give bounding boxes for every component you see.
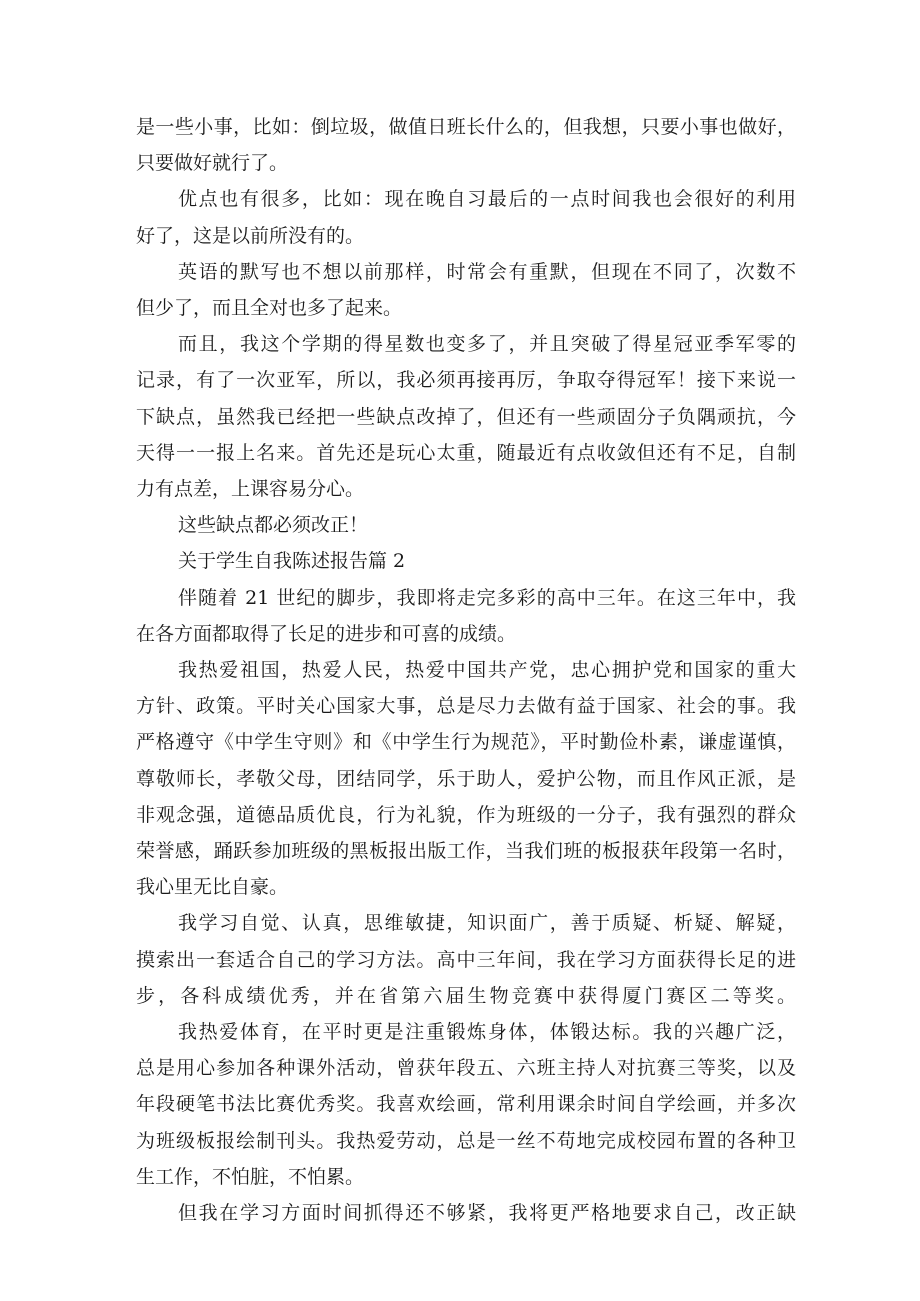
text-line: 是一些小事，比如：倒垃圾，做值日班长什么的，但我想，只要小事也做好， — [136, 116, 796, 138]
text-line: 好了，这是以前所没有的。 — [136, 224, 365, 247]
text-line: 在各方面都取得了长足的进步和可喜的成绩。 — [136, 622, 517, 645]
text-line: 为班级板报绘制刊头。我热爱劳动，总是一丝不苟地完成校园布置的各种卫 — [136, 1129, 796, 1152]
text-line: 但少了，而且全对也多了起来。 — [136, 297, 403, 319]
text-line: 方针、政策。平时关心国家大事，总是尽力去做有益于国家、社会的事。我 — [136, 695, 796, 718]
text-line: 尊敬师长，孝敬父母，团结同学，乐于助人，爱护公物，而且作风正派，是 — [136, 767, 796, 790]
text-line: 但我在学习方面时间抓得还不够紧，我将更严格地要求自己，改正缺 — [178, 1202, 796, 1224]
text-line: 力有点差，上课容易分心。 — [136, 478, 365, 500]
text-line: 荣誉感，踊跃参加班级的黑板报出版工作，当我们班的板报获年段第一名时， — [136, 840, 796, 862]
text-line: 而且，我这个学期的得星数也变多了，并且突破了得星冠亚季军零的 — [178, 333, 796, 356]
text-line: 记录，有了一次亚军，所以，我必须再接再厉，争取夺得冠军！接下来说一 — [136, 369, 796, 392]
text-line: 伴随着 21 世纪的脚步，我即将走完多彩的高中三年。在这三年中，我 — [178, 586, 796, 609]
text-line: 非观念强，道德品质优良，行为礼貌，作为班级的一分子，我有强烈的群众 — [136, 803, 796, 826]
text-line: 我心里无比自豪。 — [136, 876, 289, 899]
text-line: 步，各科成绩优秀，并在省第六届生物竞赛中获得厦门赛区二等奖。 — [136, 984, 796, 1007]
text-line: 我热爱祖国，热爱人民，热爱中国共产党，忠心拥护党和国家的重大 — [178, 659, 796, 681]
text-line: 我热爱体育，在平时更是注重锻炼身体，体锻达标。我的兴趣广泛， — [178, 1021, 796, 1043]
text-line: 生工作，不怕脏，不怕累。 — [136, 1165, 365, 1188]
text-line: 严格遵守《中学生守则》和《中学生行为规范》，平时勤俭朴素，谦虚谨慎， — [136, 731, 796, 754]
text-line: 总是用心参加各种课外活动，曾获年段五、六班主持人对抗赛三等奖，以及 — [136, 1057, 796, 1080]
text-line: 这些缺点都必须改正！ — [178, 514, 369, 537]
text-line: 关于学生自我陈述报告篇 2 — [178, 550, 406, 573]
text-line: 优点也有很多，比如：现在晚自习最后的一点时间我也会很好的利用 — [178, 188, 796, 211]
text-line: 英语的默写也不想以前那样，时常会有重默，但现在不同了，次数不 — [178, 260, 796, 283]
text-line: 摸索出一套适合自己的学习方法。高中三年间，我在学习方面获得长足的进 — [136, 948, 796, 971]
text-line: 天得一一报上名来。首先还是玩心太重，随最近有点收敛但还有不足，自制 — [136, 441, 796, 464]
text-line: 年段硬笔书法比赛优秀奖。我喜欢绘画，常利用课余时间自学绘画，并多次 — [136, 1093, 796, 1116]
text-line: 下缺点，虽然我已经把一些缺点改掉了，但还有一些顽固分子负隅顽抗，今 — [136, 405, 796, 428]
text-line: 我学习自觉、认真，思维敏捷，知识面广，善于质疑、析疑、解疑， — [178, 912, 796, 935]
text-line: 只要做好就行了。 — [136, 152, 289, 175]
